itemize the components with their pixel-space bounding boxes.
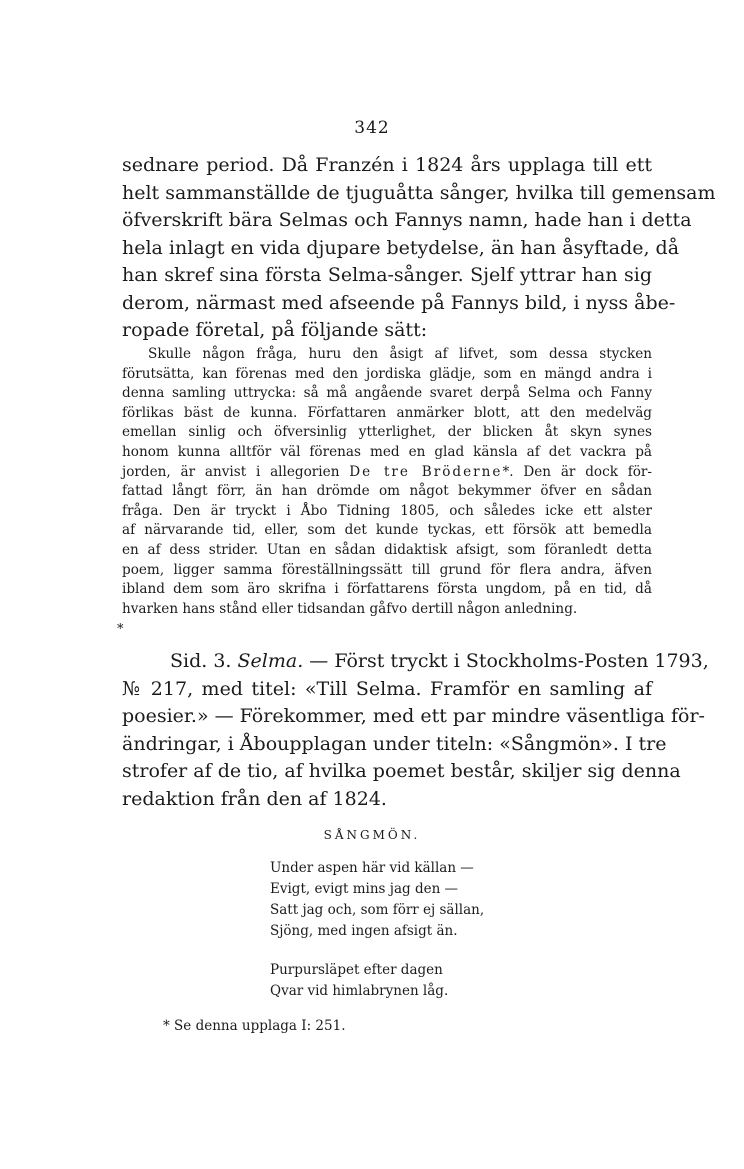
quote-line: hvarken hans stånd eller tidsandan gåfvo dertill någon anledning. xyxy=(122,600,578,617)
text-line: öfverskrift bära Selmas och Fannys namn, hade han i detta xyxy=(122,209,692,231)
poem-line: Satt jag och, som förr ej sällan, xyxy=(270,902,485,918)
poem-line: Qvar vid himlabrynen låg. xyxy=(270,983,449,999)
quote-line: poem, ligger samma föreställningssätt till grund för flera andra, äfven xyxy=(122,561,652,578)
page-number: 342 xyxy=(354,118,390,138)
text-line: ropade företal, på följande sätt: xyxy=(122,319,428,341)
paragraph-intro xyxy=(122,152,716,345)
poem-title: SÅNGMÖN. xyxy=(323,828,421,842)
text-line: ändringar, i Åboupplagan under titeln: «Sångmön». I tre xyxy=(122,732,667,755)
quote-line: fattad långt förr, än han drömde om något bekymmer öfver en sådan xyxy=(122,483,652,500)
text-line: han skref sina första Selma-sånger. Sjelf yttrar han sig xyxy=(122,264,652,286)
quote-line: af närvarande tid, eller, som det kunde tyckas, ett försök att bemedla xyxy=(122,522,652,539)
text-line: helt sammanställde de tjuguåtta sånger, hvilka till gemensam xyxy=(122,181,716,204)
poem-line: Sjöng, med ingen afsigt än. xyxy=(270,923,458,939)
quote-line: en af dess strider. Utan en sådan didaktisk afsigt, som föranledt detta xyxy=(122,541,652,558)
paragraph-commentary xyxy=(122,648,709,813)
text-line xyxy=(122,648,709,676)
quote-line: denna samling uttrycka: så må angående svaret derpå Selma och Fanny xyxy=(122,385,652,402)
quote-line xyxy=(122,463,652,483)
margin-mark: * xyxy=(117,622,124,637)
poem-line: Purpursläpet efter dagen xyxy=(270,962,443,978)
text-line: hela inlagt en vida djupare betydelse, än han åsyftade, då xyxy=(122,236,680,259)
line-rest: — Först tryckt i Stockholms-Posten 1793, xyxy=(309,650,709,672)
poem-stanza-1 xyxy=(270,858,590,942)
quote-line: honom kunna alltför väl förenas med en glad känsla af det vackra på xyxy=(122,443,652,460)
text-line: redaktion från den af 1824. xyxy=(122,787,387,810)
quote-line: fråga. Den är tryckt i Åbo Tidning 1805, och således icke ett alster xyxy=(122,502,652,519)
footnote: * Se denna upplaga I: 251. xyxy=(163,1018,346,1034)
quote-line: emellan sinlig och öfversinlig ytterlighet, der blicken åt skyn synes xyxy=(122,424,652,441)
text-line: № 217, med titel: «Till Selma. Framför en samling af xyxy=(122,677,652,700)
poem-stanza-2 xyxy=(270,960,590,1002)
quote-line-start: jorden, är anvist i allegorien xyxy=(122,463,340,480)
text-line: strofer af de tio, af hvilka poemet består, skiljer sig denna xyxy=(122,760,681,782)
text-line: poesier.» — Förekommer, med ett par mindre väsentliga för- xyxy=(122,705,705,727)
quote-line: ibland dem som äro skrifna i författarens första ungdom, på en tid, då xyxy=(122,581,652,598)
quote-line: förlikas bäst de kunna. Författaren anmärker blott, att den medelväg xyxy=(122,404,652,421)
text-line: derom, närmast med afseende på Fannys bild, i nyss åbe- xyxy=(122,291,676,314)
quote-line: Skulle någon fråga, huru den åsigt af lifvet, som dessa stycken xyxy=(148,346,652,362)
poem-line: Under aspen här vid källan — xyxy=(270,860,474,876)
poem-line: Evigt, evigt mins jag den — xyxy=(270,881,459,897)
quote-line-tail: *. Den är dock för- xyxy=(502,463,653,480)
sid-label: Sid. 3. xyxy=(170,650,232,672)
text-line: sednare period. Då Franzén i 1824 års upplaga till ett xyxy=(122,154,652,176)
spaced-title: De tre Bröderne xyxy=(349,463,503,480)
quote-line: förutsätta, kan förenas med den jordiska glädje, som en mängd andra i xyxy=(122,365,652,382)
title-italic: Selma. xyxy=(237,650,304,672)
block-quote xyxy=(122,345,652,619)
